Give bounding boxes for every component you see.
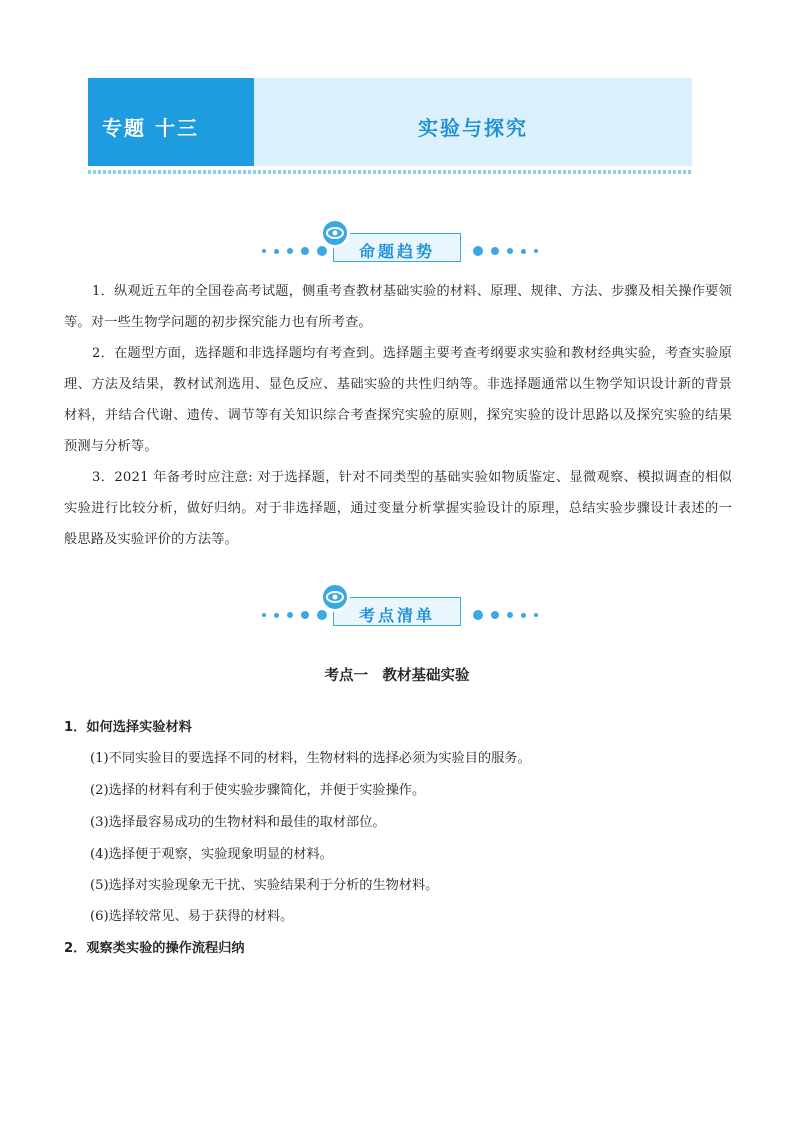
trend-paragraph-1: 1．纵观近五年的全国卷高考试题，侧重考查教材基础实验的材料、原理、规律、方法、步骤及相关操作要领等。对一些生物学问题的初步探究能力也有所考查。 <box>64 284 732 330</box>
section-tag-label: 命题趋势 <box>358 242 435 261</box>
chapter-label: 专题 十三 <box>102 116 199 140</box>
section-tag-checklist <box>0 582 794 628</box>
trend-paragraph-3: 3．2021 年备考时应注意: 对于选择题，针对不同类型的基础实验如物质鉴定、显微观察、模拟调查的相似实验进行比较分析，做好归纳。对于非选择题，通过变量分析掌握实验设计的原理，总结实验步骤设计表述的一般思路及实验评价的方法等。 <box>64 470 732 547</box>
list-item: (6)选择较常见、易于获得的材料。 <box>90 909 294 924</box>
section-tag-box <box>333 597 461 626</box>
chapter-title: 实验与探究 <box>418 116 528 140</box>
list-item: (1)不同实验目的要选择不同的材料，生物材料的选择必须为实验目的服务。 <box>90 751 531 766</box>
section-tag-label: 考点清单 <box>358 606 435 625</box>
section1-heading: 1．如何选择实验材料 <box>64 720 192 735</box>
banner-divider <box>88 170 692 174</box>
chapter-label-box <box>88 78 254 166</box>
eye-icon <box>320 582 350 612</box>
section-tag-trend <box>0 218 794 264</box>
decor-dots-left <box>262 610 327 620</box>
section2-heading: 2．观察类实验的操作流程归纳 <box>64 941 245 956</box>
list-item: (4)选择便于观察，实验现象明显的材料。 <box>90 847 333 862</box>
chapter-title-box <box>254 78 692 166</box>
kaodian-title: 考点一 教材基础实验 <box>324 668 470 684</box>
section-tag-box <box>333 233 461 262</box>
decor-dots-right <box>473 610 538 620</box>
list-item: (3)选择最容易成功的生物材料和最佳的取材部位。 <box>90 815 386 830</box>
decor-dots-right <box>473 246 538 256</box>
eye-icon <box>320 218 350 248</box>
decor-dots-left <box>262 246 327 256</box>
trend-paragraph-2: 2．在题型方面，选择题和非选择题均有考查到。选择题主要考查考纲要求实验和教材经典实验，考查实验原理、方法及结果，教材试剂选用、显色反应、基础实验的共性归纳等。非选择题通常以生物学知识设计新的背景材料，并结合代谢、遗传、调节等有关知识综合考查探究实验的原则，探究实验的设计思路以及探究实验的结果预测与分析等。 <box>64 346 732 454</box>
list-item: (5)选择对实验现象无干扰、实验结果利于分析的生物材料。 <box>90 878 439 893</box>
chapter-banner <box>88 78 692 166</box>
list-item: (2)选择的材料有利于使实验步骤简化，并便于实验操作。 <box>90 783 426 798</box>
